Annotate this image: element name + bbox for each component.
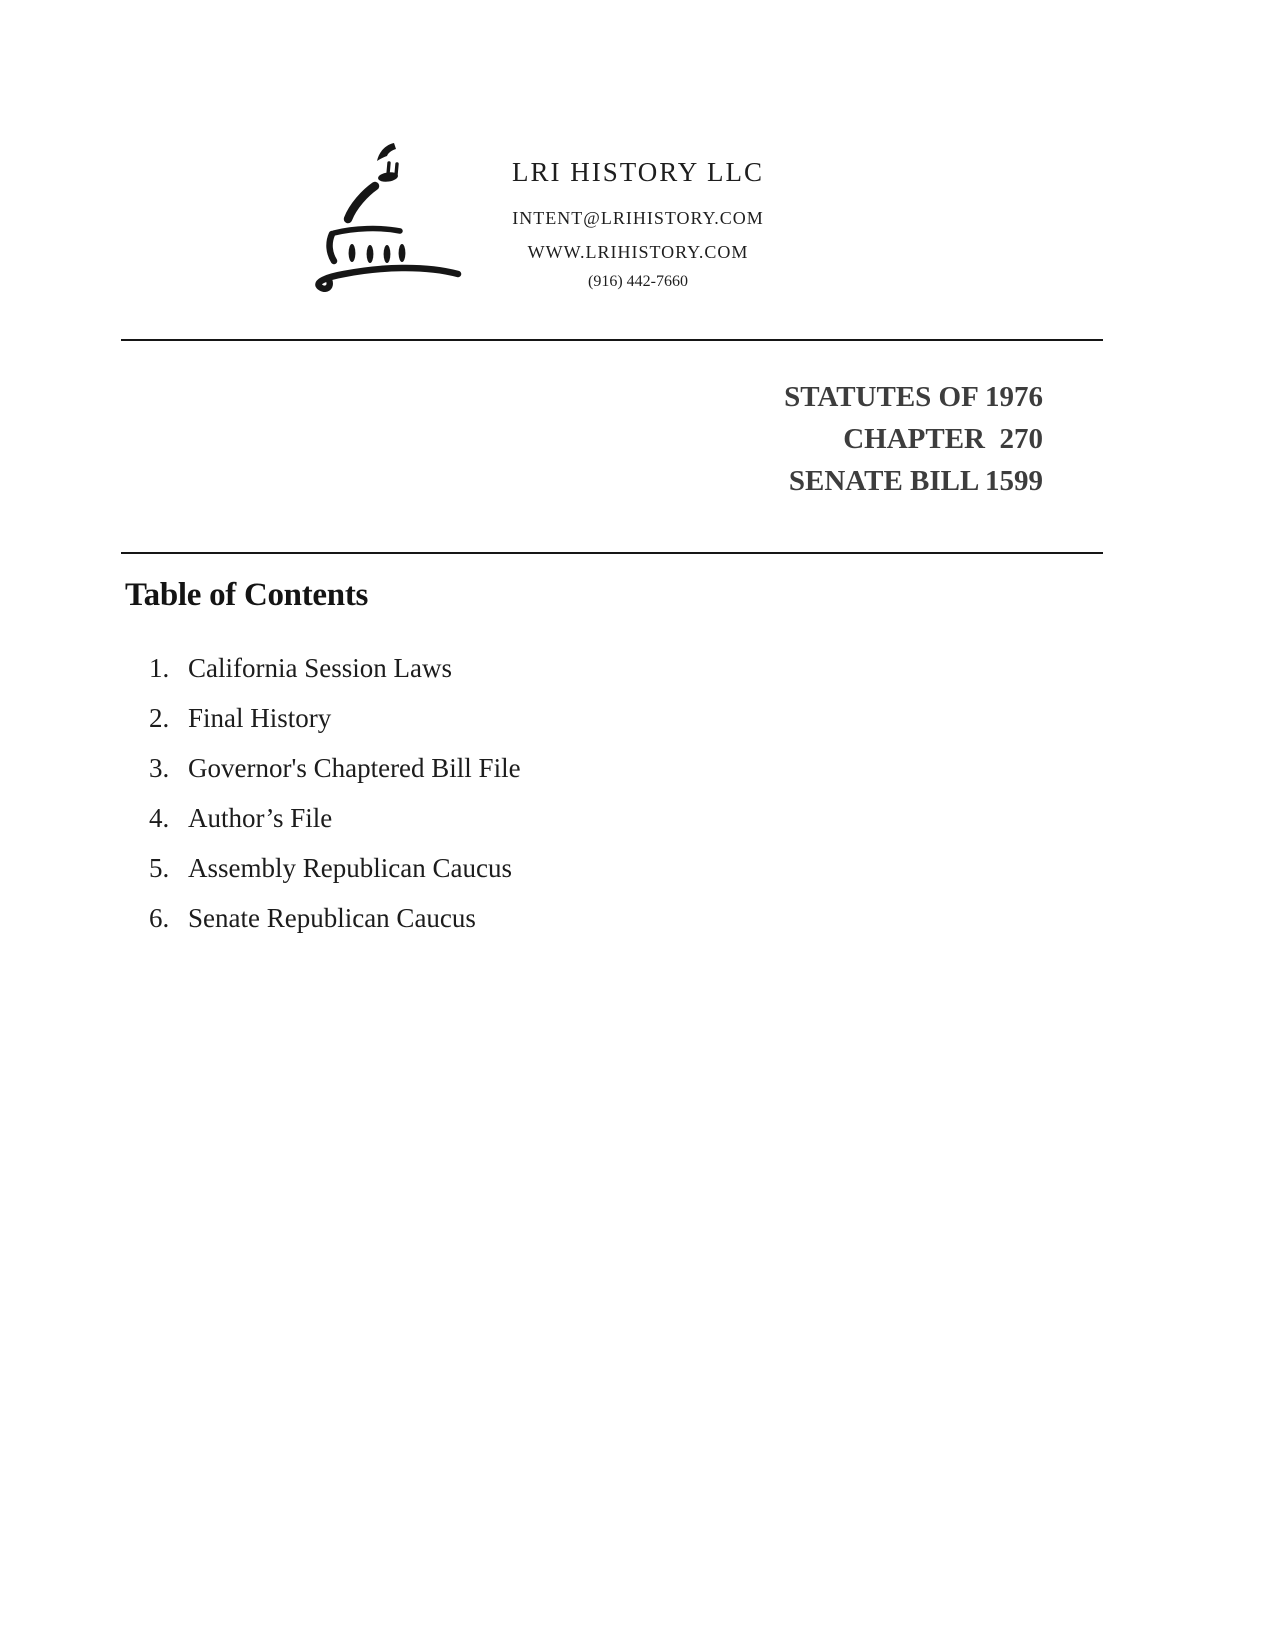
toc-item-label: Assembly Republican Caucus — [188, 853, 512, 883]
toc-item-number: 2. — [149, 703, 170, 733]
letterhead-contact — [438, 150, 838, 292]
toc-list — [149, 654, 849, 954]
toc-item — [149, 754, 849, 782]
toc-item-label: Author’s File — [188, 803, 333, 833]
toc-item-label: California Session Laws — [188, 653, 452, 683]
toc-item — [149, 704, 849, 732]
toc-item-number: 3. — [149, 753, 170, 783]
statutes-line: STATUTES OF 1976 — [784, 381, 1043, 413]
toc-item-label: Final History — [188, 703, 332, 733]
senate-bill-line: SENATE BILL 1599 — [788, 465, 1043, 497]
contact-website: WWW.LRIHISTORY.COM — [527, 242, 749, 262]
toc-item-label: Senate Republican Caucus — [188, 903, 476, 933]
bill-reference — [784, 376, 1043, 502]
toc-item-label: Governor's Chaptered Bill File — [188, 753, 521, 783]
chapter-line: CHAPTER 270 — [843, 423, 1043, 455]
toc-item — [149, 854, 849, 882]
toc-item-number: 6. — [149, 903, 170, 933]
toc-item-number: 4. — [149, 803, 170, 833]
contact-phone: (916) 442-7660 — [588, 273, 688, 290]
divider-top — [121, 339, 1103, 341]
toc-item — [149, 804, 849, 832]
toc-item-number: 1. — [149, 653, 170, 683]
toc-item — [149, 904, 849, 932]
divider-bottom — [121, 552, 1103, 554]
toc-item — [149, 654, 849, 682]
contact-email: INTENT@LRIHISTORY.COM — [512, 208, 764, 228]
toc-item-number: 5. — [149, 853, 170, 883]
company-name: LRI HISTORY LLC — [511, 157, 764, 187]
toc-title: Table of Contents — [125, 577, 369, 613]
